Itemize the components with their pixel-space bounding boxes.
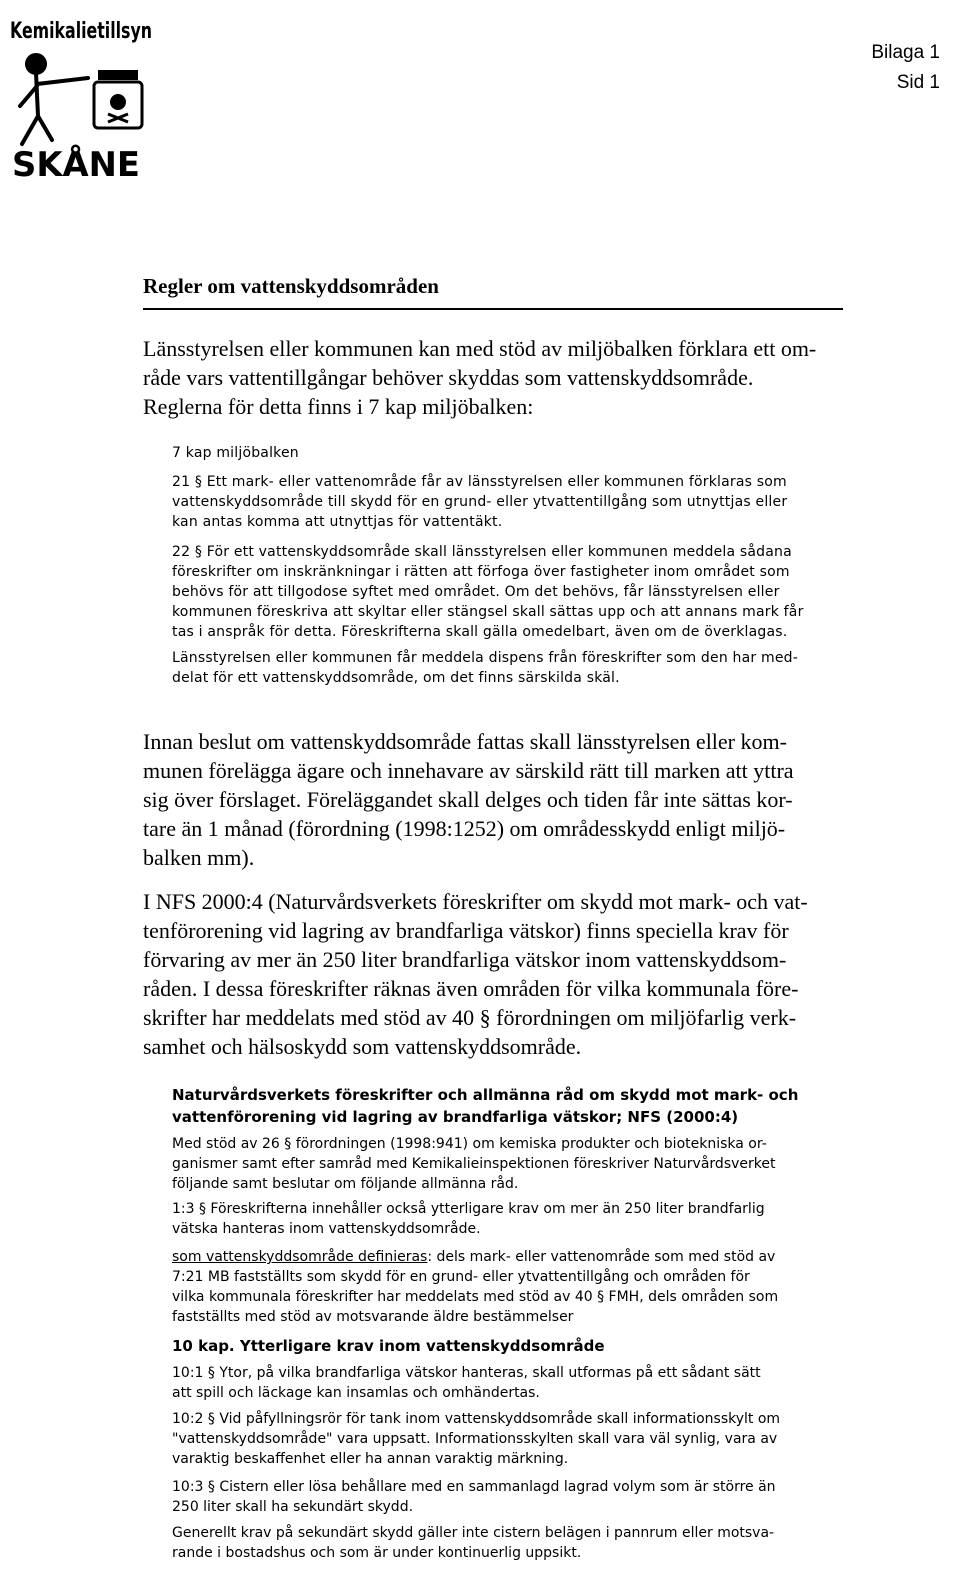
section-10-1 — [172, 1363, 902, 1403]
procedure-paragraph — [143, 727, 863, 872]
text-line: Innan beslut om vattenskyddsområde fattas skall länsstyrelsen eller kom- — [143, 729, 787, 754]
section-10-2 — [172, 1409, 902, 1469]
text-line: vilka kommunala föreskrifter har meddelats med stöd av 40 § FMH, dels områden som — [172, 1289, 779, 1305]
general-requirement — [172, 1523, 902, 1563]
text-line: rande i bostadshus och som är under kontinuerlig uppsikt. — [172, 1545, 582, 1561]
text-line: Generellt krav på sekundärt skydd gäller inte cistern belägen i pannrum eller motsva- — [172, 1525, 775, 1541]
text-line: tenförorening vid lagring av brandfarliga vätskor) finns speciella krav för — [143, 918, 789, 943]
text-line: 10:1 § Ytor, på vilka brandfarliga vätskor hanteras, skall utformas på ett sådant sätt — [172, 1365, 761, 1381]
logo-text-bottom: SKÅNE — [12, 145, 141, 185]
quote-heading — [172, 443, 902, 463]
chapter-10-heading: 10 kap. Ytterligare krav inom vattenskyddsområde — [172, 1337, 605, 1355]
text-line: sig över förslaget. Föreläggandet skall delges och tiden får inte sättas kor- — [143, 787, 793, 812]
section-10-3 — [172, 1477, 902, 1517]
section-1-3 — [172, 1199, 902, 1239]
nfs-title — [172, 1084, 902, 1128]
nfs-intro — [172, 1134, 902, 1194]
text-line: vätska hanteras inom vattenskyddsområde. — [172, 1221, 481, 1237]
page-header-meta — [871, 38, 940, 98]
text-line: 21 § Ett mark- eller vattenområde får av länsstyrelsen eller kommunen förklaras som — [172, 474, 787, 490]
bilaga-label: Bilaga 1 — [871, 42, 940, 63]
text-line: 1:3 § Föreskrifterna innehåller också ytterligare krav om mer än 250 liter brandfarlig — [172, 1201, 765, 1217]
text-line: behövs för att tillgodose syftet med området. Om det behövs, får länsstyrelsen eller — [172, 584, 780, 600]
text-line: Med stöd av 26 § förordningen (1998:941) om kemiska produkter och biotekniska or- — [172, 1136, 767, 1152]
text-line: munen förelägga ägare och innehavare av särskild rätt till marken att yttra — [143, 758, 794, 783]
text-line: 22 § För ett vattenskyddsområde skall länsstyrelsen eller kommunen meddela sådana — [172, 544, 792, 560]
poison-bottle-icon — [94, 70, 142, 128]
text-line: vattenförorening vid lagring av brandfarliga vätskor; NFS (2000:4) — [172, 1108, 739, 1126]
text-line: balken mm). — [143, 845, 255, 870]
stick-figure-icon — [20, 55, 88, 144]
nfs-paragraph — [143, 887, 863, 1061]
text-line — [172, 1247, 902, 1267]
section-21-paragraph — [172, 472, 902, 532]
text-line: förvaring av mer än 250 liter brandfarliga vätskor inom vattenskyddsom- — [143, 947, 787, 972]
text-line: vattenskyddsområde till skydd för en grund- eller ytvattentillgång som utnyttjas eller — [172, 494, 788, 510]
text-line: skrifter har meddelats med stöd av 40 § förordningen om miljöfarlig verk- — [143, 1005, 797, 1030]
text-line: "vattenskyddsområde" vara uppsatt. Informationsskylten skall vara väl synlig, vara av — [172, 1431, 778, 1447]
text-line: Länsstyrelsen eller kommunen får meddela dispens från föreskrifter som den har med- — [172, 650, 798, 666]
page-title: Regler om vattenskyddsområden — [143, 274, 843, 310]
text-line: att spill och läckage kan insamlas och omhändertas. — [172, 1385, 540, 1401]
logo-text-top: Kemikalietillsyn — [10, 19, 152, 44]
text-line: 7 kap miljöbalken — [172, 445, 299, 461]
text-line: I NFS 2000:4 (Naturvårdsverkets föreskrifter om skydd mot mark- och vat- — [143, 889, 808, 914]
text-line: fastställts med stöd av motsvarande äldre bestämmelser — [172, 1309, 574, 1325]
section-22-dispens-paragraph — [172, 648, 902, 688]
text-line: 250 liter skall ha sekundärt skydd. — [172, 1499, 414, 1515]
text-line: råden. I dessa föreskrifter räknas även områden för vilka kommunala före- — [143, 976, 799, 1001]
definition-rest: : dels mark- eller vattenområde som med stöd av — [427, 1249, 776, 1265]
kemikalietillsyn-skane-logo — [8, 4, 158, 184]
text-line: Reglerna för detta finns i 7 kap miljöbalken: — [143, 394, 534, 419]
text-line: Naturvårdsverkets föreskrifter och allmänna råd om skydd mot mark- och — [172, 1086, 799, 1104]
text-line: tare än 1 månad (förordning (1998:1252) om områdesskydd enligt miljö- — [143, 816, 786, 841]
text-line: 10:3 § Cistern eller lösa behållare med en sammanlagd lagrad volym som är större än — [172, 1479, 776, 1495]
text-line: Länsstyrelsen eller kommunen kan med stöd av miljöbalken förklara ett om- — [143, 336, 817, 361]
text-line: 10:2 § Vid påfyllningsrör för tank inom vattenskyddsområde skall informationsskylt om — [172, 1411, 781, 1427]
text-line: föreskrifter om inskränkningar i rätten att förfoga över fastigheter inom området som — [172, 564, 790, 580]
definition-term: som vattenskyddsområde definieras — [172, 1249, 428, 1265]
text-line: delat för ett vattenskyddsområde, om det finns särskilda skäl. — [172, 670, 620, 686]
definition-paragraph — [172, 1247, 902, 1327]
text-line: tas i anspråk för detta. Föreskrifterna skall gälla omedelbart, även om de överklagas. — [172, 624, 788, 640]
text-line: samhet och hälsoskydd som vattenskyddsområde. — [143, 1034, 582, 1059]
text-line: följande samt beslutar om följande allmänna råd. — [172, 1176, 519, 1192]
section-22-paragraph — [172, 542, 902, 642]
text-line: 7:21 MB fastställts som skydd för en grund- eller ytvattentillgång och områden för — [172, 1269, 750, 1285]
text-line: ganismer samt efter samråd med Kemikalieinspektionen föreskriver Naturvårdsverket — [172, 1156, 776, 1172]
intro-paragraph — [143, 334, 863, 421]
text-line: kan antas komma att utnyttjas för vattentäkt. — [172, 514, 503, 530]
text-line: varaktig beskaffenhet eller ha annan varaktig märkning. — [172, 1451, 569, 1467]
text-line: kommunen föreskriva att skyltar eller stängsel skall sättas upp och att annans mark får — [172, 604, 804, 620]
page-number: Sid 1 — [896, 72, 940, 93]
text-line: råde vars vattentillgångar behöver skyddas som vattenskyddsområde. — [143, 365, 754, 390]
